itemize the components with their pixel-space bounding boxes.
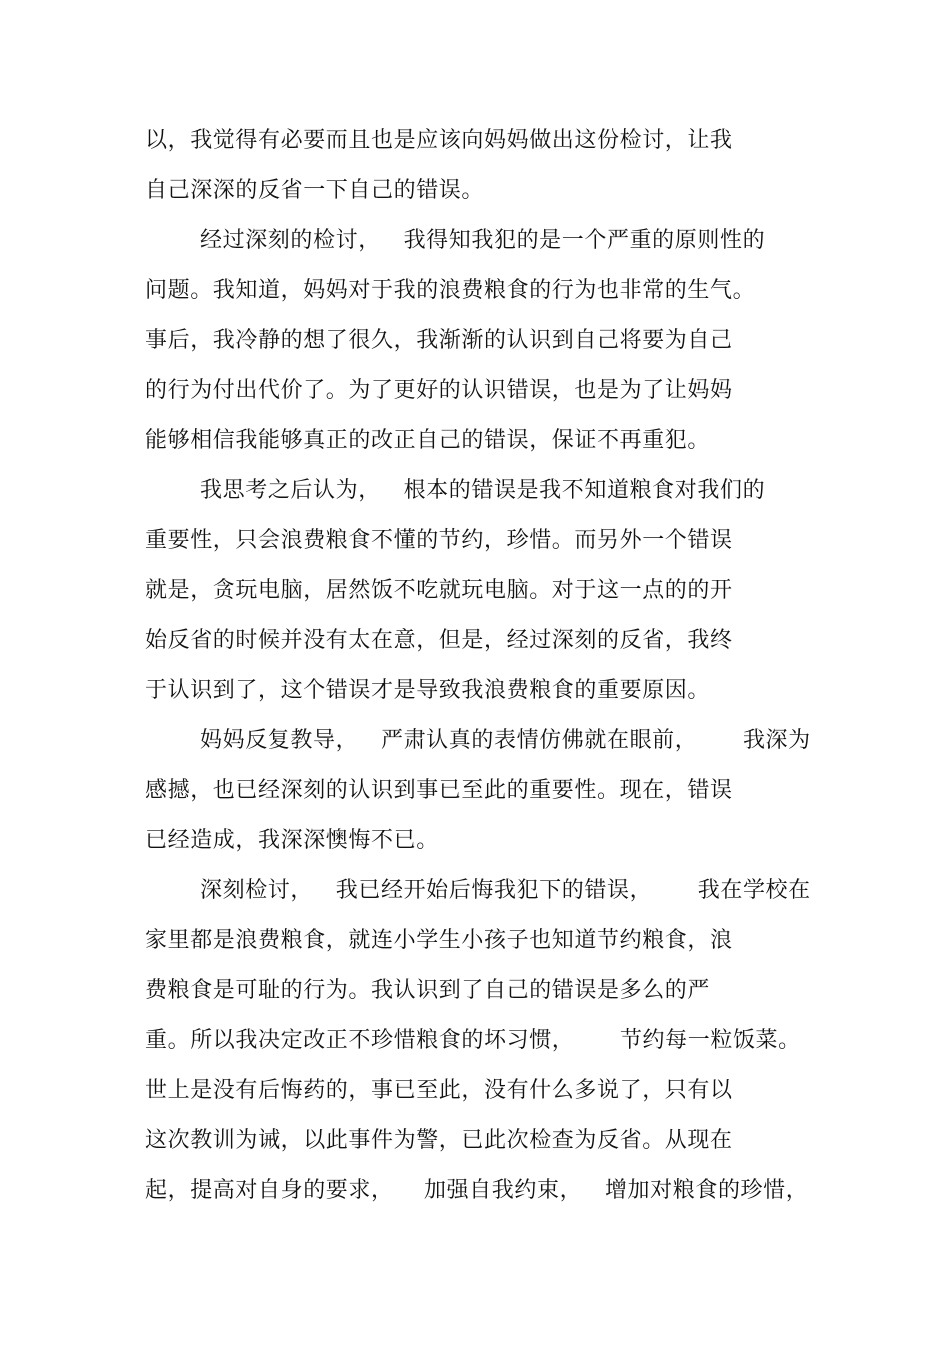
text-line-16: 深刻检讨， 我已经开始后悔我犯下的错误， 我在学校在 xyxy=(200,878,811,903)
text-line-13: 妈妈反复教导， 严肃认真的表情仿佛就在眼前， 我深为 xyxy=(200,728,811,753)
text-line-6: 的行为付出代价了。为了更好的认识错误，也是为了让妈妈 xyxy=(145,378,733,403)
text-line-2: 自己深深的反省一下自己的错误。 xyxy=(145,178,485,203)
text-line-10: 就是，贪玩电脑，居然饭不吃就玩电脑。对于这一点的的开 xyxy=(145,578,733,603)
text-line-4: 问题。我知道，妈妈对于我的浪费粮食的行为也非常的生气。 xyxy=(145,278,756,303)
text-line-19: 重。所以我决定改正不珍惜粮食的坏习惯， 节约每一粒饭菜。 xyxy=(145,1028,801,1053)
text-line-8: 我思考之后认为， 根本的错误是我不知道粮食对我们的 xyxy=(200,478,766,503)
text-line-11: 始反省的时候并没有太在意，但是，经过深刻的反省，我终 xyxy=(145,628,733,653)
text-line-14: 感撼，也已经深刻的认识到事已至此的重要性。现在，错误 xyxy=(145,778,733,803)
text-line-9: 重要性，只会浪费粮食不懂的节约，珍惜。而另外一个错误 xyxy=(145,528,733,553)
text-line-17: 家里都是浪费粮食，就连小学生小孩子也知道节约粮食，浪 xyxy=(145,928,733,953)
text-line-3: 经过深刻的检讨， 我得知我犯的是一个严重的原则性的 xyxy=(200,228,766,253)
text-line-21: 这次教训为诫，以此事件为警，已此次检查为反省。从现在 xyxy=(145,1128,733,1153)
text-line-20: 世上是没有后悔药的，事已至此，没有什么多说了，只有以 xyxy=(145,1078,733,1103)
text-line-22: 起，提高对自身的要求， 加强自我约束， 增加对粮食的珍惜， xyxy=(145,1178,809,1203)
text-line-7: 能够相信我能够真正的改正自己的错误，保证不再重犯。 xyxy=(145,428,711,453)
text-line-15: 已经造成，我深深懊悔不已。 xyxy=(145,828,439,853)
text-line-5: 事后，我冷静的想了很久，我渐渐的认识到自己将要为自己 xyxy=(145,328,733,353)
text-line-12: 于认识到了，这个错误才是导致我浪费粮食的重要原因。 xyxy=(145,678,711,703)
text-line-18: 费粮食是可耻的行为。我认识到了自己的错误是多么的严 xyxy=(145,978,711,1003)
text-line-1: 以，我觉得有必要而且也是应该向妈妈做出这份检讨，让我 xyxy=(145,128,733,153)
